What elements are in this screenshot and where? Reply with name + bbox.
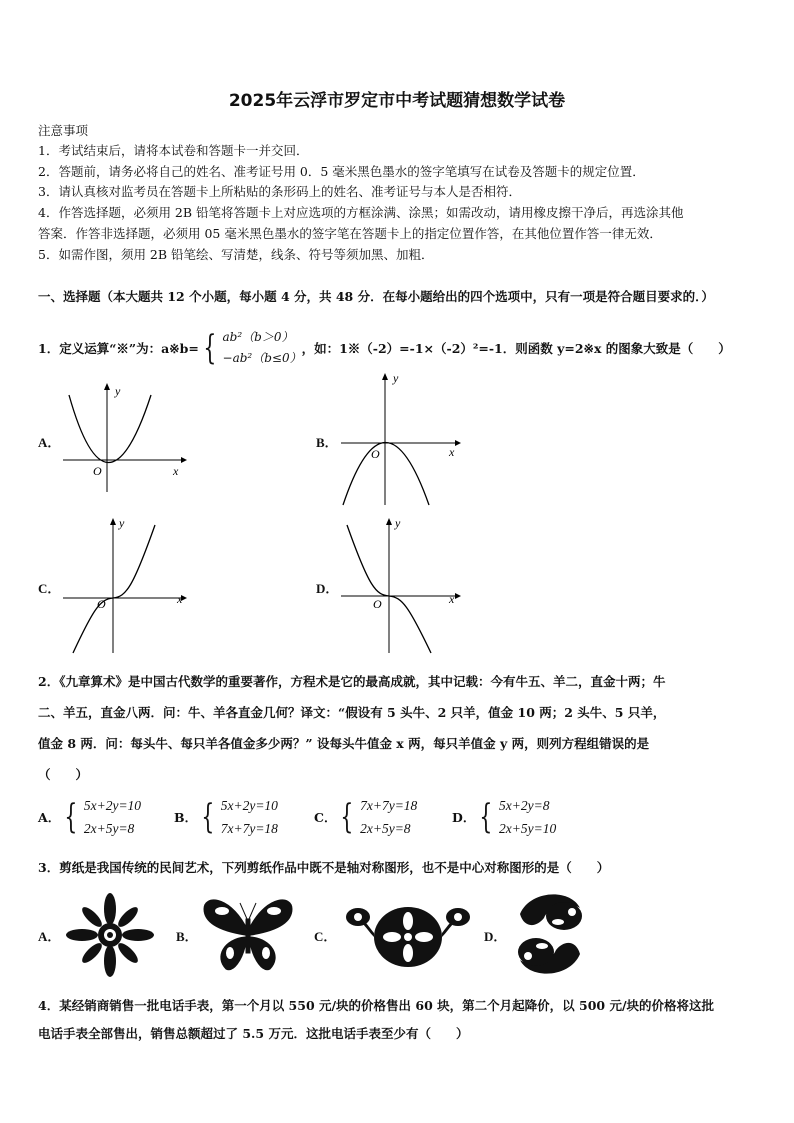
q1-option-a[interactable]: A． bbox=[38, 435, 61, 450]
origin-label: O bbox=[93, 464, 102, 478]
option-label: B． bbox=[174, 810, 198, 825]
axis-x-label: x bbox=[173, 464, 179, 478]
origin-label: O bbox=[97, 597, 106, 611]
option-label: C． bbox=[314, 810, 337, 825]
papercut-fish-icon bbox=[510, 888, 590, 980]
brace-icon: { bbox=[479, 797, 493, 837]
axis-y-label: y bbox=[395, 516, 401, 530]
notice-heading: 注意事项 bbox=[38, 123, 89, 138]
axis-y-label: y bbox=[115, 384, 121, 398]
equation: 2x+5y=8 bbox=[360, 821, 411, 836]
q2-option-d[interactable] bbox=[452, 794, 556, 840]
q2-option-a[interactable] bbox=[38, 794, 141, 840]
notice-item: 1．考试结束后，请将本试卷和答题卡一并交回． bbox=[38, 143, 309, 158]
brace-icon: { bbox=[64, 797, 78, 837]
equation: 5x+2y=8 bbox=[498, 798, 550, 813]
equation: 7x+7y=18 bbox=[360, 798, 418, 813]
papercut-floral-icon bbox=[338, 895, 478, 971]
question-3: 3．剪纸是我国传统的民间艺术，下列剪纸作品中既不是轴对称图形，也不是中心对称图形的是（ ） bbox=[38, 860, 610, 875]
question-2-line: 值金 8 两．问：每头牛、每只羊各值金多少两？” 设每头牛值金 x 两，每只羊值金 y 两，则列方程组错误的是 bbox=[38, 736, 650, 751]
papercut-flower-icon bbox=[62, 892, 158, 978]
papercut-butterfly-icon bbox=[200, 892, 296, 974]
q1-case-1: ab²（b＞0） bbox=[222, 330, 294, 344]
q3-option-a[interactable]: A． bbox=[38, 929, 61, 944]
graph-a bbox=[55, 380, 195, 495]
equation: 7x+7y=18 bbox=[220, 821, 278, 836]
axis-x-label: x bbox=[449, 445, 455, 459]
question-4-line: 电话手表全部售出，销售总额超过了 5.5 万元．这批电话手表至少有（ ） bbox=[38, 1026, 469, 1041]
brace-icon: { bbox=[201, 797, 215, 837]
option-label: A． bbox=[38, 810, 61, 825]
q1-case-2: −ab²（b≤0） bbox=[222, 351, 302, 365]
axis-y-label: y bbox=[119, 516, 125, 530]
q3-option-d[interactable]: D． bbox=[484, 929, 507, 944]
question-2-line: 二、羊五，直金八两．问：牛、羊各直金几何？译文：“假设有 5 头牛、2 只羊，值金 10 两；2 头牛、5 只羊， bbox=[38, 705, 666, 720]
question-2-line: （ ） bbox=[38, 767, 89, 782]
q3-option-b[interactable]: B． bbox=[176, 929, 198, 944]
notice-item: 4．作答选择题，必须用 2B 铅笔将答题卡上对应选项的方框涂满、涂黑；如需改动，请用橡皮擦干净后，再选涂其他 bbox=[38, 205, 684, 220]
graph-d bbox=[333, 515, 473, 655]
q1-option-b[interactable]: B． bbox=[316, 435, 338, 450]
section-heading: 一、选择题（本大题共 12 个小题，每小题 4 分，共 48 分．在每小题给出的四个选项中，只有一项是符合题目要求的．） bbox=[38, 289, 714, 304]
notice-item: 5．如需作图，须用 2B 铅笔绘、写清楚，线条、符号等须加黑、加粗． bbox=[38, 247, 434, 262]
q2-option-b[interactable] bbox=[174, 794, 278, 840]
axis-y-label: y bbox=[393, 371, 399, 385]
brace-icon: { bbox=[340, 797, 354, 837]
q1-prefix: 1．定义运算“※”为：a※b= bbox=[38, 341, 199, 356]
q1-suffix: ，如：1※（-2）=-1×（-2）²=-1．则函数 y=2※x 的图象大致是（ ） bbox=[301, 341, 731, 356]
option-label: D． bbox=[452, 810, 476, 825]
brace-icon: { bbox=[203, 328, 217, 368]
question-2-line: 2．《九章算术》是中国古代数学的重要著作，方程术是它的最高成就，其中记载：今有牛五、羊二，直金十两；牛 bbox=[38, 674, 666, 689]
graph-c bbox=[55, 515, 195, 655]
equation: 5x+2y=10 bbox=[220, 798, 278, 813]
q1-option-d[interactable]: D． bbox=[316, 581, 339, 596]
origin-label: O bbox=[371, 447, 380, 461]
notice-item: 答案．作答非选择题，必须用 05 毫米黑色墨水的签字笔在答题卡上的指定位置作答，在其他位置作答一律无效． bbox=[38, 226, 662, 241]
axis-x-label: x bbox=[177, 592, 183, 606]
question-1 bbox=[38, 327, 731, 369]
q2-option-c[interactable] bbox=[314, 794, 417, 840]
equation: 5x+2y=10 bbox=[83, 798, 142, 813]
page-title: 2025年云浮市罗定市中考试题猜想数学试卷 bbox=[228, 91, 566, 111]
origin-label: O bbox=[373, 597, 382, 611]
question-4-line: 4．某经销商销售一批电话手表，第一个月以 550 元/块的价格售出 60 块，第二个月起降价，以 500 元/块的价格将这批 bbox=[38, 998, 715, 1013]
notice-item: 2．答题前，请务必将自己的姓名、准考证号用 0．5 毫米黑色墨水的签字笔填写在试卷及答题卡的规定位置． bbox=[38, 164, 645, 179]
axis-x-label: x bbox=[449, 592, 455, 606]
equation: 2x+5y=10 bbox=[498, 821, 557, 836]
graph-b bbox=[333, 370, 473, 510]
equation: 2x+5y=8 bbox=[83, 821, 135, 836]
q1-option-c[interactable]: C． bbox=[38, 581, 61, 596]
notice-item: 3．请认真核对监考员在答题卡上所粘贴的条形码上的姓名、准考证号与本人是否相符． bbox=[38, 184, 521, 199]
q3-option-c[interactable]: C． bbox=[314, 929, 337, 944]
